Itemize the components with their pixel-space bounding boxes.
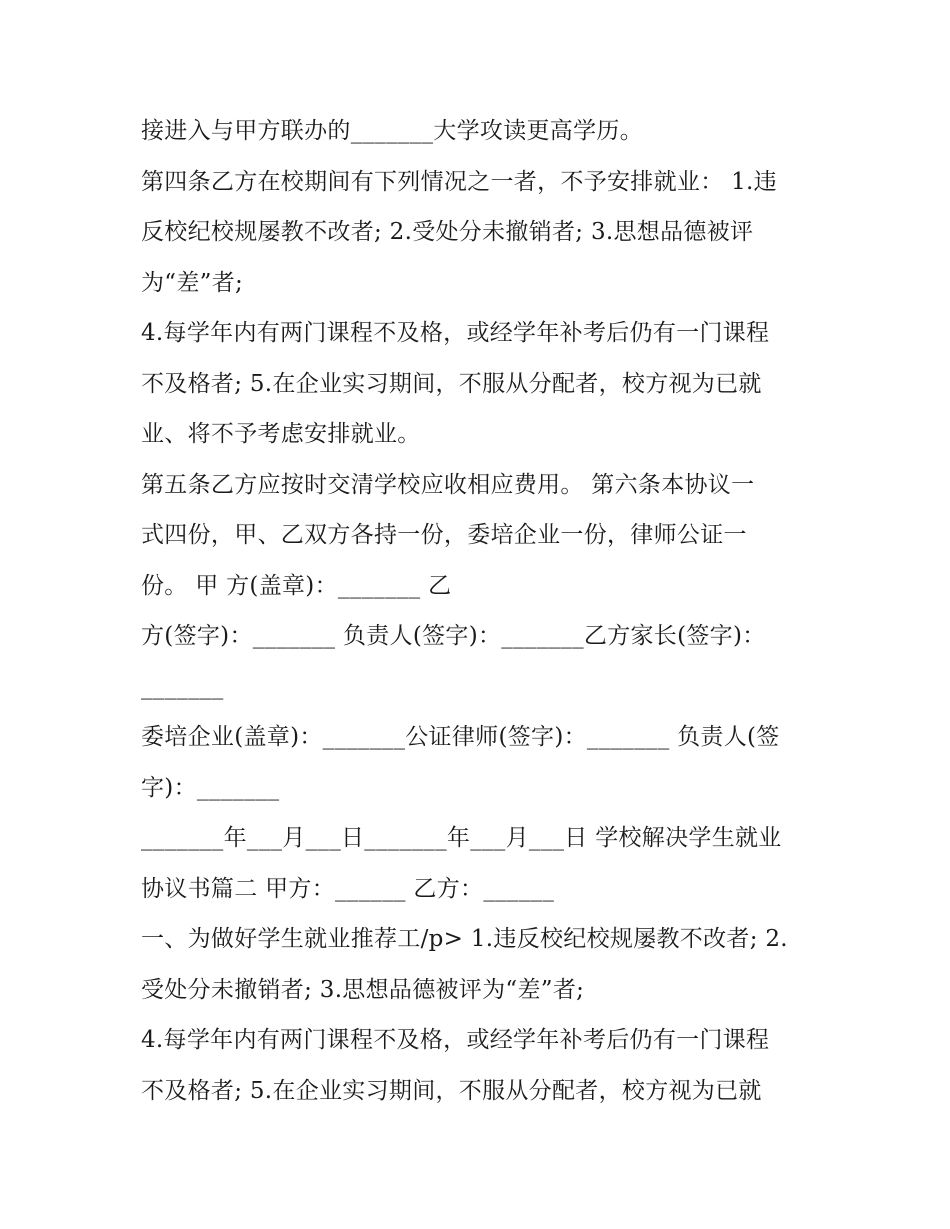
document-body [141,106,831,1116]
text-line: 接进入与甲方联办的_______大学攻读更高学历。 [141,118,643,144]
text-line: 第四条乙方在校期间有下列情况之一者，不予安排就业： 1.违 [141,168,777,195]
text-line: 协议书篇二 甲方：______ 乙方：______ [141,875,555,902]
text-line: 第五条乙方应按时交清学校应收相应费用。 第六条本协议一 [141,471,755,498]
text-line: 受处分未撤销者; 3.思想品德被评为“差”者; [141,976,585,1003]
text-line: 式四份，甲、乙双方各持一份，委培企业一份，律师公证一 [141,522,747,548]
text-line: 一、为做好学生就业推荐工/p> 1.违反校纪校规屡教不改者; 2. [141,926,788,952]
text-line: _______年___月___日_______年___月___日 学校解决学生就业 [141,825,782,851]
text-line: 不及格者; 5.在企业实习期间，不服从分配者，校方视为已就 [141,1077,762,1104]
text-line: 4.每学年内有两门课程不及格，或经学年补考后仍有一门课程 [141,320,770,346]
text-line: 字)：_______ [141,774,280,801]
text-line: 委培企业(盖章)：_______公证律师(签字)：_______ 负责人(签 [141,724,780,750]
text-line: 为“差”者; [141,269,244,296]
text-line: 业、将不予考虑安排就业。 [141,421,421,447]
text-line: _______ [141,673,224,700]
text-line: 方(签字)：_______ 负责人(签字)：_______乙方家长(签字)： [141,623,766,649]
text-line: 反校纪校规屡教不改者; 2.受处分未撤销者; 3.思想品德被评 [141,219,754,245]
text-line: 4.每学年内有两门课程不及格，或经学年补考后仍有一门课程 [141,1027,770,1053]
text-line: 份。 甲 方(盖章)：_______ 乙 [141,572,452,599]
text-line: 不及格者; 5.在企业实习期间，不服从分配者，校方视为已就 [141,370,762,397]
